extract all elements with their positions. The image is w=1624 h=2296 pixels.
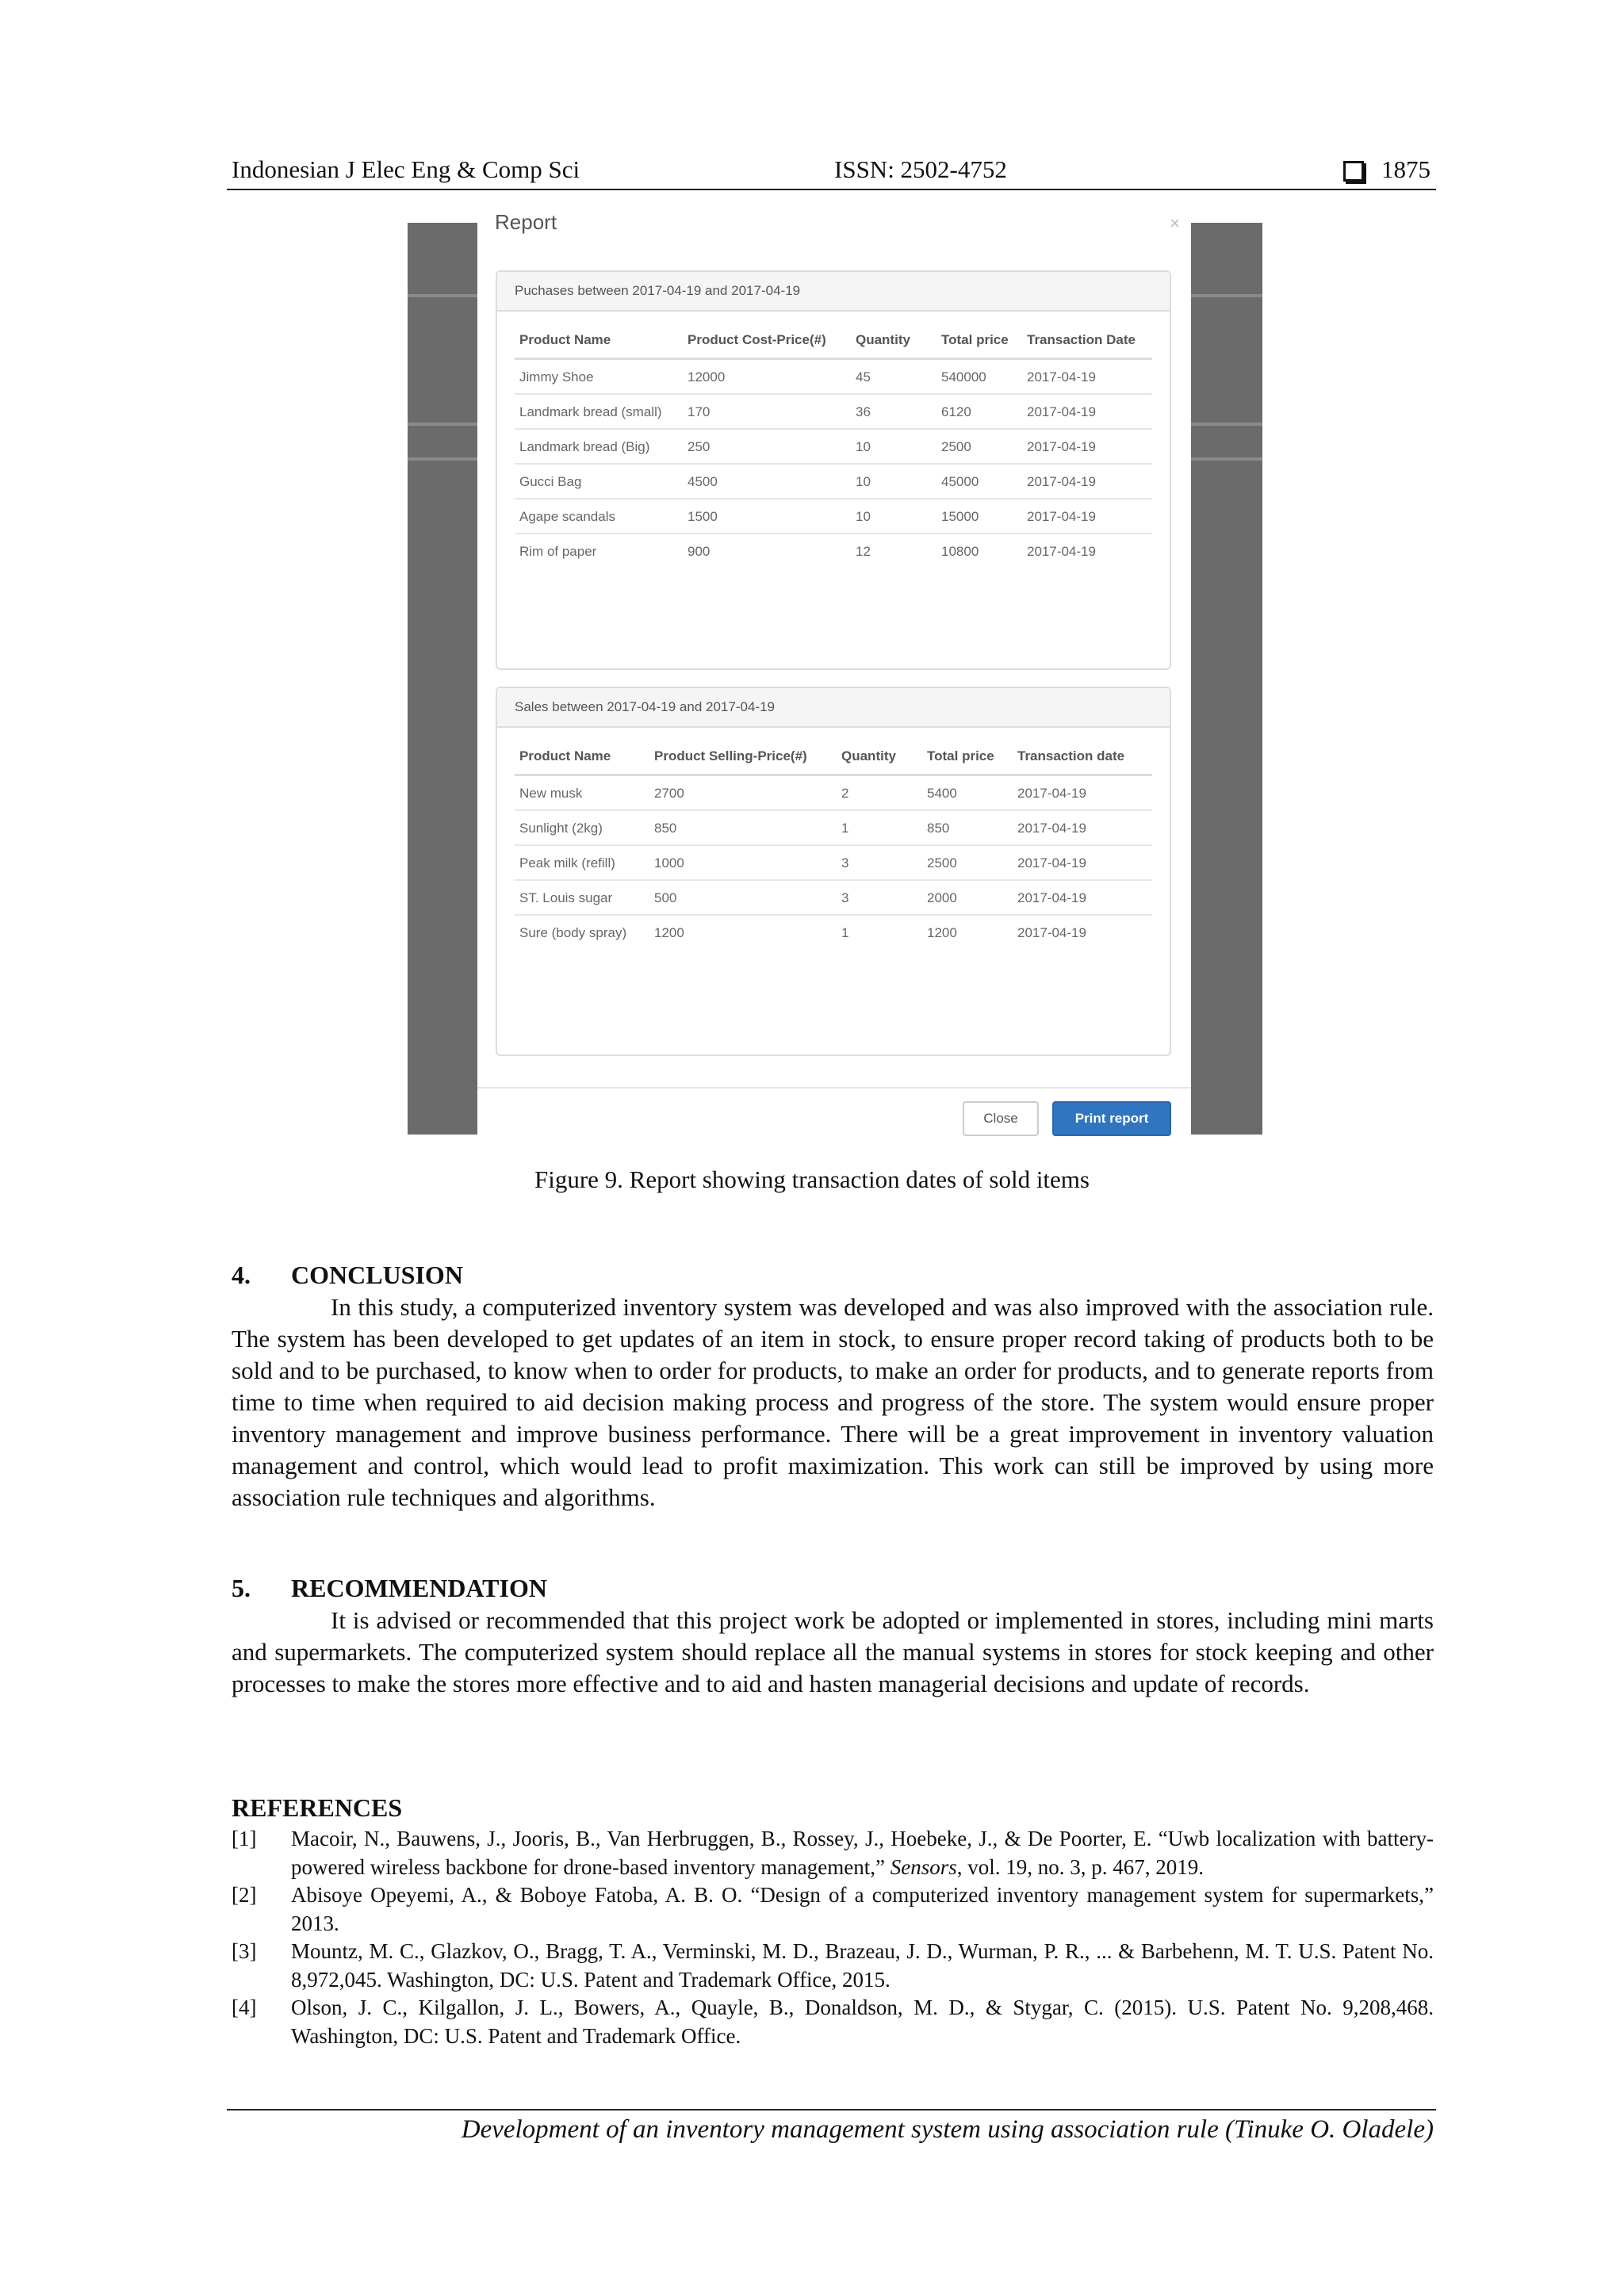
table-row <box>515 810 1152 845</box>
table-cell: 4500 <box>683 464 851 499</box>
table-cell: 1 <box>837 810 922 845</box>
reference-text-tail: , vol. 19, no. 3, p. 467, 2019. <box>956 1854 1204 1879</box>
table-cell: Rim of paper <box>515 534 683 568</box>
section-heading-recommendation <box>232 1574 547 1603</box>
figure-caption: Figure 9. Report showing transaction dates of sold items <box>534 1165 1090 1193</box>
table-cell: 2017-04-19 <box>1022 429 1152 464</box>
page-number: 1875 <box>1381 155 1431 183</box>
table-cell: 10 <box>851 464 936 499</box>
table-cell: Sure (body spray) <box>515 915 649 949</box>
col-product-name: Product Name <box>515 747 649 775</box>
reference-number: [1] <box>232 1827 257 1850</box>
purchases-heading: Puchases between 2017-04-19 and 2017-04-19 <box>497 272 1170 312</box>
col-product-name: Product Name <box>515 331 683 359</box>
table-cell: 6120 <box>936 394 1022 429</box>
table-cell: Agape scandals <box>515 499 683 534</box>
col-selling-price: Product Selling-Price(#) <box>649 747 837 775</box>
reference-item <box>232 1881 1434 1938</box>
table-cell: 850 <box>922 810 1013 845</box>
table-cell: 1000 <box>649 845 837 880</box>
table-cell: 900 <box>683 534 851 568</box>
table-cell: 2000 <box>922 880 1013 915</box>
reference-item <box>232 1825 1434 1881</box>
table-cell: 2017-04-19 <box>1022 534 1152 568</box>
table-cell: 2017-04-19 <box>1013 810 1152 845</box>
references-list <box>232 1825 1434 2050</box>
table-cell: 3 <box>837 845 922 880</box>
reference-text: Abisoye Opeyemi, A., & Boboye Fatoba, A. B. O. “Design of a computerized inventory management system for supermarkets,” 2013. <box>291 1883 1434 1935</box>
report-screenshot <box>408 210 1262 1135</box>
table-row <box>515 394 1152 429</box>
reference-item <box>232 1994 1434 2050</box>
sales-panel <box>496 687 1171 1056</box>
table-cell: 10800 <box>936 534 1022 568</box>
checkbox-square-icon <box>1343 161 1364 182</box>
col-quantity: Quantity <box>851 331 936 359</box>
table-cell: 2017-04-19 <box>1013 915 1152 949</box>
table-cell: 1200 <box>922 915 1013 949</box>
table-row <box>515 464 1152 499</box>
table-cell: 2017-04-19 <box>1017 786 1086 801</box>
col-transaction-date: Transaction Date <box>1022 331 1152 359</box>
col-quantity: Quantity <box>837 747 922 775</box>
table-cell: 2017-04-19 <box>1022 464 1152 499</box>
col-transaction-date: Transaction date <box>1013 747 1152 775</box>
reference-text: Olson, J. C., Kilgallon, J. L., Bowers, A., Quayle, B., Donaldson, M. D., & Stygar, C. (2015). U.S. Patent No. 9,208,468. Washington, DC: U.S. Patent and Trademark Office. <box>291 1996 1434 2048</box>
table-cell: 2 <box>841 786 849 801</box>
recommendation-paragraph: It is advised or recommended that this project work be adopted or implemented in stores, including mini marts and supermarkets. The computerized system should replace all the manual systems in stores for stock keeping and other processes to make the stores more effective and to aid and hasten managerial decisions and update of records. <box>232 1606 1434 1697</box>
table-cell: 10 <box>851 499 936 534</box>
reference-journal: Sensors <box>890 1854 957 1879</box>
table-cell: 2017-04-19 <box>1013 845 1152 880</box>
table-row <box>515 845 1152 880</box>
table-cell: 850 <box>649 810 837 845</box>
print-report-button[interactable]: Print report <box>1052 1101 1171 1136</box>
col-cost-price: Product Cost-Price(#) <box>683 331 851 359</box>
table-cell: Jimmy Shoe <box>519 369 594 385</box>
section-heading-conclusion <box>232 1261 463 1290</box>
table-row <box>515 429 1152 464</box>
table-cell: ST. Louis sugar <box>515 880 649 915</box>
table-cell: Gucci Bag <box>515 464 683 499</box>
table-row <box>515 359 1152 395</box>
table-cell: 2700 <box>654 786 684 801</box>
table-cell: 2017-04-19 <box>1013 880 1152 915</box>
table-cell: 170 <box>683 394 851 429</box>
table-row <box>515 534 1152 568</box>
table-cell: 1500 <box>683 499 851 534</box>
table-cell: 2017-04-19 <box>1022 499 1152 534</box>
table-cell: 45 <box>856 369 871 385</box>
table-row <box>515 880 1152 915</box>
section-title: CONCLUSION <box>291 1261 463 1289</box>
col-total-price: Total price <box>936 331 1022 359</box>
reference-item <box>232 1938 1434 1994</box>
footer-rule <box>227 2109 1436 2110</box>
references-heading: REFERENCES <box>232 1793 403 1822</box>
table-cell: New musk <box>519 786 583 801</box>
table-cell: 36 <box>851 394 936 429</box>
table-row <box>515 775 1152 811</box>
table-cell: 5400 <box>927 786 957 801</box>
header-rule <box>227 189 1436 190</box>
modal-footer-divider <box>477 1087 1191 1089</box>
table-cell: Landmark bread (Big) <box>515 429 683 464</box>
table-cell: 15000 <box>936 499 1022 534</box>
running-footer: Development of an inventory management system using association rule (Tinuke O. Oladele) <box>461 2115 1434 2144</box>
table-cell: Sunlight (2kg) <box>515 810 649 845</box>
table-cell: 1200 <box>649 915 837 949</box>
table-row <box>515 915 1152 949</box>
close-x-icon[interactable]: × <box>1170 213 1180 233</box>
purchases-panel <box>496 270 1171 670</box>
table-cell: 12000 <box>688 369 726 385</box>
table-cell: 2500 <box>922 845 1013 880</box>
table-row <box>515 499 1152 534</box>
section-number: 4. <box>232 1261 251 1289</box>
purchases-table <box>515 331 1152 568</box>
sales-heading: Sales between 2017-04-19 and 2017-04-19 <box>497 688 1170 728</box>
sales-table <box>515 747 1152 949</box>
table-cell: 10 <box>851 429 936 464</box>
conclusion-paragraph: In this study, a computerized inventory system was developed and was also improved with the association rule. The system has been developed to get updates of an item in stock, to ensure proper record taking of products both to be sold and to be purchased, to know when to order for products, to make an order for products, and to generate reports from time to time when required to aid decision making process and progress of the store. The system would ensure proper inventory management and improve business performance. There will be a great improvement in inventory valuation management and control, which would lead to profit maximization. This work can still be improved by using more association rule techniques and algorithms. <box>232 1293 1434 1511</box>
table-cell: 250 <box>683 429 851 464</box>
section-title: RECOMMENDATION <box>291 1574 547 1602</box>
running-header <box>232 155 1434 190</box>
table-cell: 2500 <box>936 429 1022 464</box>
reference-text: Mountz, M. C., Glazkov, O., Bragg, T. A., Verminski, M. D., Brazeau, J. D., Wurman, P. R., ... & Barbehenn, M. T. U.S. Patent No. 8,972,045. Washington, DC: U.S. Patent and Trademark Office, 2015. <box>291 1939 1434 1992</box>
table-cell: 500 <box>649 880 837 915</box>
journal-name: Indonesian J Elec Eng & Comp Sci <box>232 155 580 183</box>
reference-text: Macoir, N., Bauwens, J., Jooris, B., Van Herbruggen, B., Rossey, J., Hoebeke, J., & De Poorter, E. “Uwb localization with battery-powered wireless backbone for drone-based inventory management,” <box>291 1827 1434 1879</box>
table-cell: 2017-04-19 <box>1027 369 1096 385</box>
reference-number: [3] <box>232 1939 257 1963</box>
table-cell: 540000 <box>941 369 986 385</box>
close-button[interactable]: Close <box>963 1101 1039 1136</box>
table-cell: 2017-04-19 <box>1022 394 1152 429</box>
table-cell: Landmark bread (small) <box>515 394 683 429</box>
report-modal <box>477 210 1191 1135</box>
table-cell: Peak milk (refill) <box>515 845 649 880</box>
reference-number: [4] <box>232 1996 257 2019</box>
issn: ISSN: 2502-4752 <box>834 155 1007 183</box>
table-cell: 3 <box>837 880 922 915</box>
modal-title: Report <box>495 210 557 234</box>
col-total-price: Total price <box>922 747 1013 775</box>
section-number: 5. <box>232 1574 251 1602</box>
table-cell: 45000 <box>936 464 1022 499</box>
reference-number: [2] <box>232 1883 257 1907</box>
table-cell: 1 <box>837 915 922 949</box>
table-cell: 12 <box>851 534 936 568</box>
